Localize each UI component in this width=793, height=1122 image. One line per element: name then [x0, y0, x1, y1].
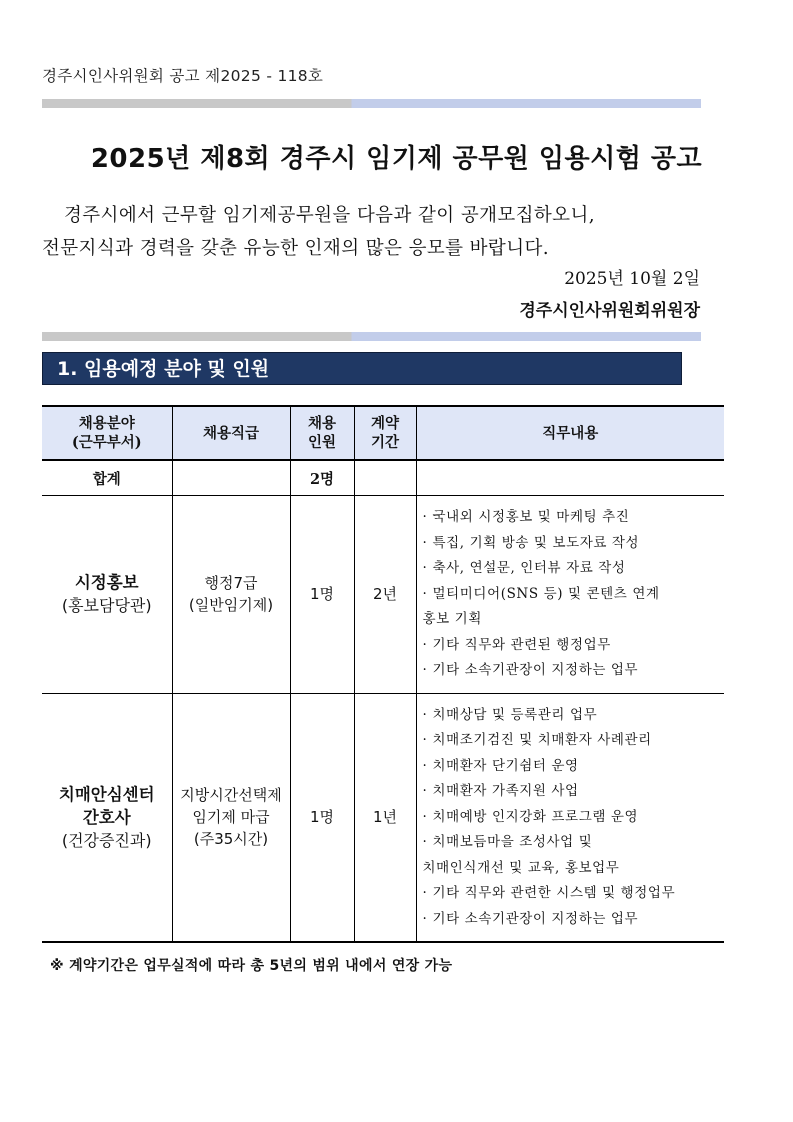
- total-empty: [172, 460, 290, 496]
- intro-paragraph: [42, 199, 702, 265]
- field-name: 치매안심센터: [58, 784, 155, 804]
- col-count: [290, 406, 354, 460]
- bullet-glyph: ·: [422, 662, 428, 678]
- recruitment-table: [42, 405, 724, 943]
- bullet-glyph: ·: [422, 706, 428, 723]
- footnote: ※ 계약기간은 업무실적에 따라 총 5년의 범위 내에서 연장 가능: [50, 958, 453, 974]
- duty-text: 치매환자 가족지원 사업: [432, 783, 579, 799]
- duty-text: 치매환자 단기쉼터 운영: [432, 757, 579, 774]
- grade-line: 행정7급: [204, 574, 258, 593]
- duty-item: [423, 881, 721, 907]
- duty-text: 기타 직무와 관련한 시스템 및 행정업무: [432, 885, 676, 901]
- middle-divider: [42, 332, 701, 341]
- notice-number: 경주시인사위원회 공고 제2025 - 118호: [42, 67, 324, 85]
- bullet-glyph: ·: [422, 885, 428, 901]
- bullet-glyph: ·: [422, 808, 428, 825]
- duty-item: [423, 582, 721, 608]
- term-cell: 2년: [354, 496, 416, 694]
- col-term-line1: 계약: [370, 415, 399, 432]
- table-header-row: [42, 406, 724, 460]
- duty-text: 치매보듬마을 조성사업 및: [432, 834, 593, 850]
- duty-item: [423, 556, 721, 582]
- grade-line: (일반임기제): [188, 596, 274, 615]
- count-cell: 1명: [290, 496, 354, 694]
- field-cell: [42, 693, 172, 942]
- duty-item: [423, 633, 721, 659]
- grade-cell: [172, 693, 290, 942]
- term-cell: 1년: [354, 693, 416, 942]
- total-label: 합계: [42, 460, 172, 496]
- duty-text: 치매예방 인지강화 프로그램 운영: [432, 808, 639, 825]
- col-duties: 직무내용: [416, 406, 724, 460]
- intro-line-1: 경주시에서 근무할 임기제공무원을 다음과 같이 공개모집하오니,: [64, 205, 596, 226]
- field-name: 간호사: [82, 807, 131, 827]
- total-row: [42, 460, 724, 496]
- duty-item: [423, 830, 721, 856]
- field-dept: (홍보담당관): [61, 596, 152, 616]
- intro-line-2: 전문지식과 경력을 갖춘 유능한 인재의 많은 응모를 바랍니다.: [42, 238, 550, 259]
- table-row: [42, 693, 724, 942]
- bullet-glyph: ·: [422, 585, 428, 602]
- total-empty: [354, 460, 416, 496]
- bullet-glyph: ·: [422, 732, 428, 748]
- grade-line: 임기제 마급: [192, 808, 270, 827]
- field-dept: (건강증진과): [61, 830, 152, 850]
- col-count-line2: 인원: [307, 434, 336, 451]
- field-cell: [42, 496, 172, 694]
- signer: 경주시인사위원회위원장: [519, 301, 700, 321]
- total-count: 2명: [290, 460, 354, 496]
- bullet-glyph: ·: [422, 834, 428, 850]
- duty-item: [423, 805, 721, 831]
- duties-cell: [416, 496, 724, 694]
- duty-item: [423, 505, 721, 531]
- duty-text: 치매상담 및 등록관리 업무: [432, 706, 598, 723]
- col-field-line1: 채용분야: [78, 415, 135, 432]
- bullet-glyph: ·: [422, 783, 428, 799]
- duty-item: [423, 658, 721, 684]
- col-field-line2: (근무부서): [71, 434, 142, 451]
- grade-line: (주35시간): [193, 830, 269, 849]
- field-name: 시정홍보: [74, 573, 139, 593]
- bullet-glyph: ·: [422, 910, 428, 927]
- duty-item: [423, 754, 721, 780]
- duty-item-continued: 치매인식개선 및 교육, 홍보업무: [422, 859, 620, 876]
- duty-item: [423, 531, 721, 557]
- duty-text: 국내외 시정홍보 및 마케팅 추진: [432, 509, 630, 525]
- duty-item-continued: 홍보 기획: [422, 611, 482, 627]
- col-grade: 채용직급: [172, 406, 290, 460]
- duty-item: [423, 728, 721, 754]
- col-term: [354, 406, 416, 460]
- duty-item: [423, 703, 721, 729]
- col-field: [42, 406, 172, 460]
- duties-cell: [416, 693, 724, 942]
- duty-item: [423, 907, 721, 933]
- bullet-glyph: ·: [422, 636, 428, 653]
- section-heading: 1. 임용예정 분야 및 인원: [42, 352, 682, 385]
- duty-text: 기타 직무와 관련된 행정업무: [432, 636, 611, 653]
- duty-text: 기타 소속기관장이 지정하는 업무: [432, 662, 639, 678]
- duty-text: 축사, 연설문, 인터뷰 자료 작성: [432, 560, 626, 576]
- grade-cell: [172, 496, 290, 694]
- duty-text: 특집, 기획 방송 및 보도자료 작성: [432, 534, 640, 551]
- bullet-glyph: ·: [422, 560, 428, 576]
- grade-line: 지방시간선택제: [180, 786, 282, 805]
- table-row: [42, 496, 724, 694]
- col-term-line2: 기간: [370, 434, 399, 451]
- col-count-line1: 채용: [307, 415, 336, 432]
- top-divider: [42, 99, 701, 108]
- duty-text: 기타 소속기관장이 지정하는 업무: [432, 910, 639, 927]
- count-cell: 1명: [290, 693, 354, 942]
- notice-date: 2025년 10월 2일: [564, 269, 700, 289]
- page-title: 2025년 제8회 경주시 임기제 공무원 임용시험 공고: [90, 144, 703, 174]
- duty-text: 치매조기검진 및 치매환자 사례관리: [432, 732, 652, 748]
- duty-text: 멀티미디어(SNS 등) 및 콘텐츠 연계: [432, 585, 660, 602]
- bullet-glyph: ·: [422, 757, 428, 774]
- bullet-glyph: ·: [422, 509, 428, 525]
- total-empty: [416, 460, 724, 496]
- bullet-glyph: ·: [422, 534, 428, 551]
- duty-item: [423, 779, 721, 805]
